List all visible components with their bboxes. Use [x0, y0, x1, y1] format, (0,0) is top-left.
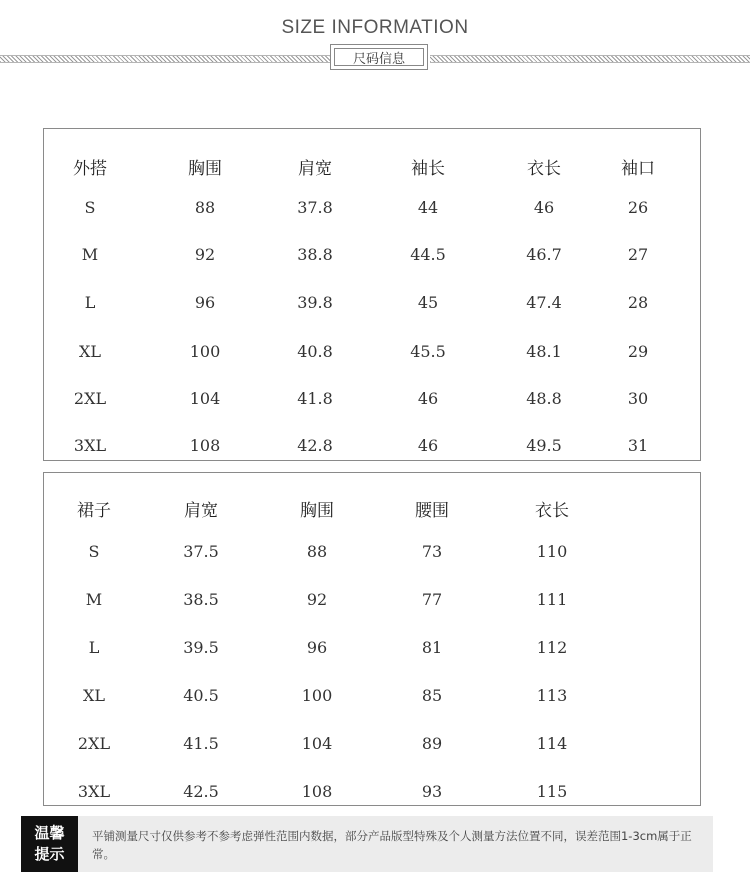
size-label-cell: M: [85, 590, 103, 609]
measurement-cell: 45: [417, 293, 439, 312]
measurement-cell: 100: [301, 686, 333, 705]
subtitle-frame: [330, 44, 428, 70]
measurement-cell: 30: [627, 389, 649, 408]
notice-label-line2: 提示: [34, 845, 65, 863]
size-label-cell: L: [88, 638, 100, 657]
size-label-cell: 2XL: [77, 734, 111, 753]
measurement-cell: 44.5: [410, 245, 446, 264]
measurement-cell: 31: [627, 436, 649, 455]
measurement-cell: 41.5: [183, 734, 219, 753]
measurement-cell: 110: [536, 542, 568, 561]
measurement-cell: 39.5: [183, 638, 219, 657]
measurement-cell: 85: [421, 686, 443, 705]
measurement-cell: 77: [421, 590, 443, 609]
column-header: 胸围: [188, 159, 222, 179]
measurement-cell: 46: [417, 436, 439, 455]
column-header: 袖口: [621, 159, 655, 179]
column-header: 衣长: [535, 501, 569, 521]
column-header: 袖长: [411, 159, 445, 179]
measurement-cell: 49.5: [526, 436, 562, 455]
measurement-cell: 28: [627, 293, 649, 312]
measurement-cell: 48.1: [526, 342, 562, 361]
notice-bar: [21, 816, 713, 872]
measurement-cell: 115: [536, 782, 568, 801]
measurement-cell: 38.8: [297, 245, 333, 264]
measurement-cell: 104: [189, 389, 221, 408]
measurement-cell: 46: [533, 198, 555, 217]
size-label-cell: 2XL: [73, 389, 107, 408]
measurement-cell: 27: [627, 245, 649, 264]
measurement-cell: 48.8: [526, 389, 562, 408]
size-info-subtitle: 尺码信息: [334, 48, 424, 66]
measurement-cell: 96: [306, 638, 328, 657]
column-header: 肩宽: [298, 159, 332, 179]
column-header: 胸围: [300, 501, 334, 521]
measurement-cell: 40.8: [297, 342, 333, 361]
measurement-cell: 46.7: [526, 245, 562, 264]
measurement-cell: 42.8: [297, 436, 333, 455]
size-label-cell: S: [84, 198, 96, 217]
measurement-cell: 46: [417, 389, 439, 408]
measurement-cell: 42.5: [183, 782, 219, 801]
size-label-cell: XL: [82, 686, 105, 705]
notice-label: [21, 816, 78, 872]
measurement-cell: 100: [189, 342, 221, 361]
measurement-cell: 37.8: [297, 198, 333, 217]
measurement-cell: 108: [301, 782, 333, 801]
measurement-cell: 88: [194, 198, 216, 217]
size-information-title: SIZE INFORMATION: [281, 17, 469, 38]
size-label-cell: 3XL: [77, 782, 111, 801]
measurement-cell: 38.5: [183, 590, 219, 609]
measurement-cell: 104: [301, 734, 333, 753]
size-label-cell: M: [81, 245, 99, 264]
size-label-cell: L: [84, 293, 96, 312]
measurement-cell: 40.5: [183, 686, 219, 705]
measurement-cell: 29: [627, 342, 649, 361]
notice-label-line1: 温馨: [34, 824, 65, 842]
measurement-cell: 112: [536, 638, 568, 657]
measurement-cell: 37.5: [183, 542, 219, 561]
column-header: 衣长: [527, 159, 561, 179]
measurement-cell: 44: [417, 198, 439, 217]
header-divider-right: [430, 55, 750, 63]
measurement-cell: 89: [421, 734, 443, 753]
size-label-cell: S: [88, 542, 100, 561]
measurement-cell: 73: [421, 542, 443, 561]
measurement-cell: 39.8: [297, 293, 333, 312]
size-label-cell: XL: [78, 342, 101, 361]
column-header: 腰围: [415, 501, 449, 521]
measurement-cell: 26: [627, 198, 649, 217]
measurement-cell: 47.4: [526, 293, 562, 312]
measurement-cell: 81: [421, 638, 443, 657]
measurement-cell: 41.8: [297, 389, 333, 408]
header-divider-left: [0, 55, 332, 63]
measurement-cell: 113: [536, 686, 568, 705]
measurement-cell: 114: [536, 734, 568, 753]
notice-text: 平铺测量尺寸仅供参考不参考虑弹性范围内数据，部分产品版型特殊及个人测量方法位置不同，误差范围1-3cm属于正常。: [92, 829, 692, 861]
measurement-cell: 88: [306, 542, 328, 561]
skirt-size-table: [43, 472, 701, 806]
measurement-cell: 96: [194, 293, 216, 312]
size-label-cell: 3XL: [73, 436, 107, 455]
measurement-cell: 92: [194, 245, 216, 264]
column-header: 肩宽: [184, 501, 218, 521]
measurement-cell: 108: [189, 436, 221, 455]
measurement-cell: 93: [421, 782, 443, 801]
jacket-size-table: [43, 128, 701, 461]
measurement-cell: 45.5: [410, 342, 446, 361]
measurement-cell: 92: [306, 590, 328, 609]
measurement-cell: 111: [536, 590, 568, 609]
column-header: 裙子: [77, 501, 111, 521]
column-header: 外搭: [73, 159, 107, 179]
